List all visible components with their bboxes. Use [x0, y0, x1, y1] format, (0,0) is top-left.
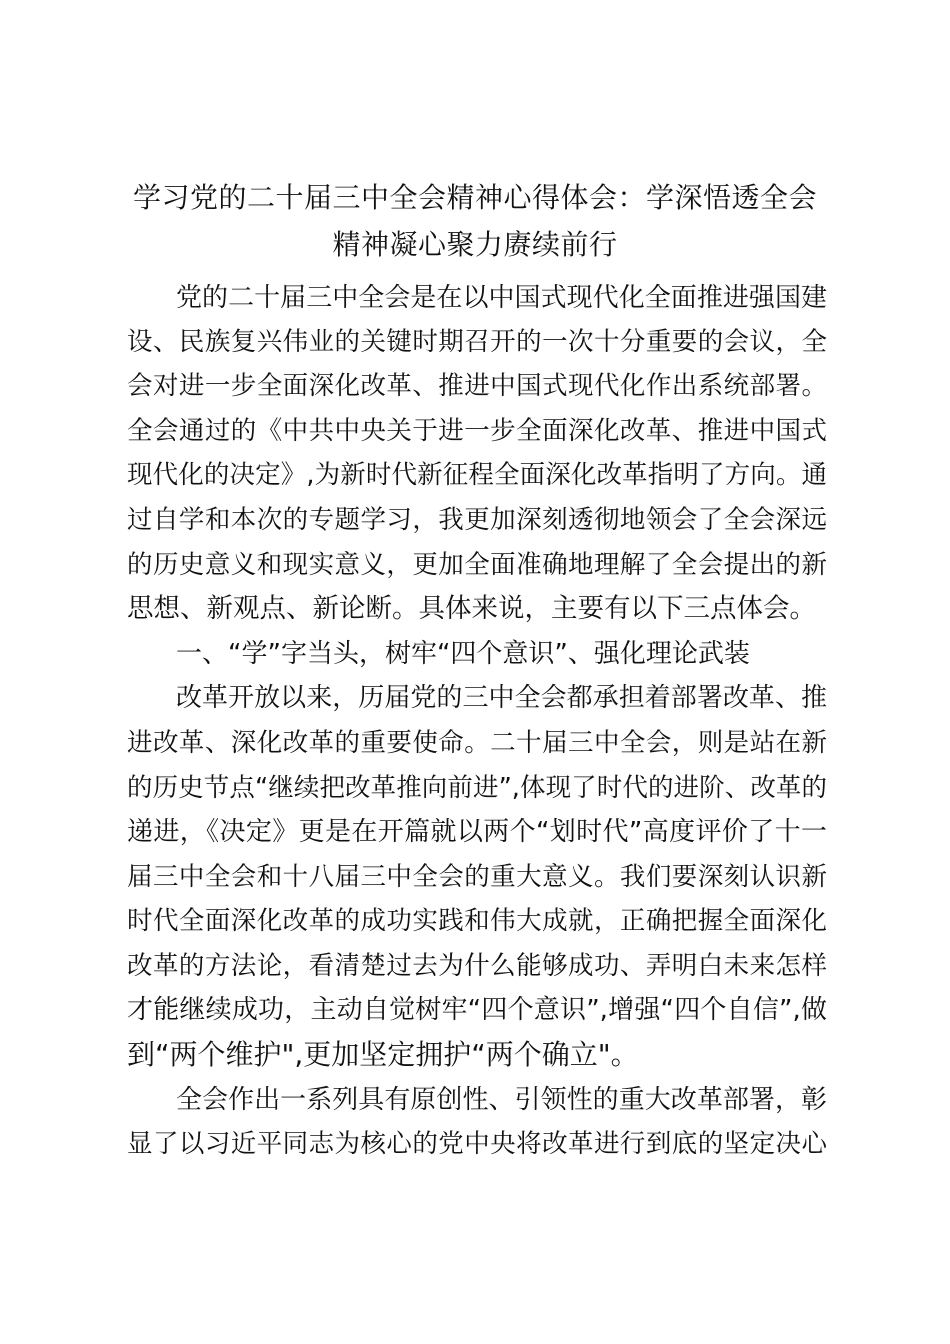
paragraph-2-line: 改革开放以来，历届党的三中全会都承担着部署改革、推 [176, 683, 827, 713]
paragraph-1-line: 过自学和本次的专题学习，我更加深刻透彻地领会了全会深远 [127, 505, 827, 535]
paragraph-2-line: 改革的方法论，看清楚过去为什么能够成功、弄明白未来怎样 [127, 951, 827, 981]
document-title-line-1: 学习党的二十届三中全会精神心得体会：学深悟透全会 [132, 181, 817, 214]
paragraph-3-line: 全会作出一系列具有原创性、引领性的重大改革部署，彰 [176, 1085, 827, 1115]
paragraph-1-line: 党的二十届三中全会是在以中国式现代化全面推进强国建 [176, 283, 827, 313]
paragraph-2-line: 递进，《决定》更是在开篇就以两个“划时代”高度评价了十一 [127, 817, 827, 847]
paragraph-1-line: 设、民族复兴伟业的关键时期召开的一次十分重要的会议，全 [127, 327, 827, 357]
paragraph-2-line: 才能继续成功，主动自觉树牢“四个意识”,增强“四个自信”,做 [127, 995, 827, 1025]
paragraph-2-line: 时代全面深化改革的成功实践和伟大成就，正确把握全面深化 [127, 906, 827, 936]
paragraph-1-line: 的历史意义和现实意义，更加全面准确地理解了全会提出的新 [127, 550, 827, 580]
section-1-heading: 一、“学”字当头，树牢“四个意识”、强化理论武装 [176, 639, 750, 669]
paragraph-3-line: 显了以习近平同志为核心的党中央将改革进行到底的坚定决心 [127, 1129, 827, 1159]
paragraph-1-line: 全会通过的《中共中央关于进一步全面深化改革、推进中国式 [127, 416, 827, 446]
paragraph-2-line: 进改革、深化改革的重要使命。二十届三中全会，则是站在新 [127, 728, 827, 758]
paragraph-2-line: 的历史节点“继续把改革推向前进”,体现了时代的进阶、改革的 [127, 773, 827, 803]
paragraph-1-line: 现代化的决定》,为新时代新征程全面深化改革指明了方向。通 [127, 460, 827, 490]
paragraph-1-line: 思想、新观点、新论断。具体来说，主要有以下三点体会。 [127, 593, 816, 624]
paragraph-2-line: 到“两个维护",更加坚定拥护“两个确立"。 [127, 1038, 639, 1071]
document-title-line-2: 精神凝心聚力赓续前行 [332, 228, 618, 261]
paragraph-1-line: 会对进一步全面深化改革、推进中国式现代化作出系统部署。 [127, 371, 827, 401]
paragraph-2-line: 届三中全会和十八届三中全会的重大意义。我们要深刻认识新 [127, 862, 827, 892]
